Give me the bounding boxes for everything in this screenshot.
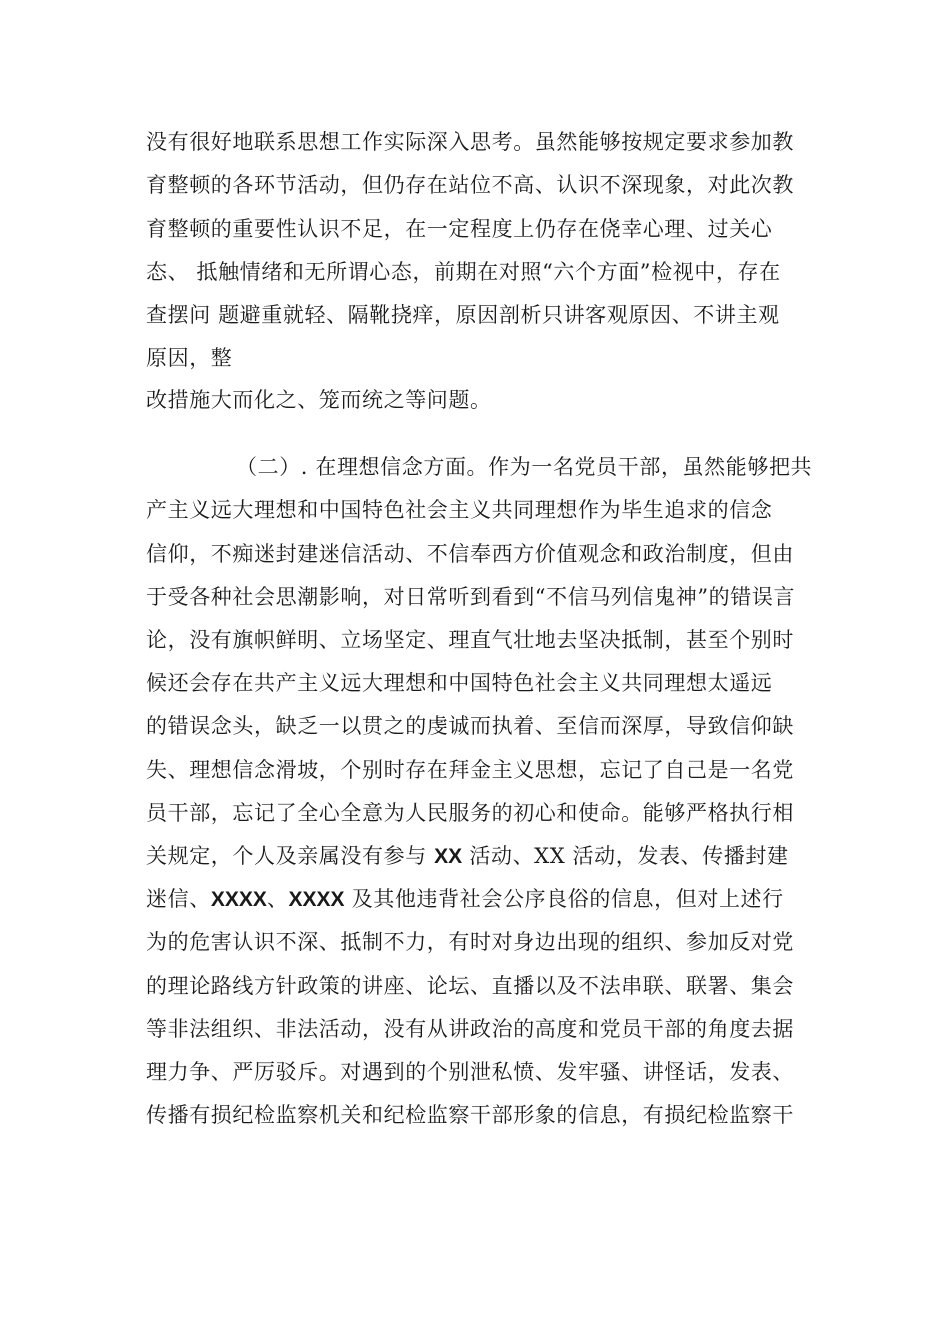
line-text: 迷信、 — [146, 887, 211, 911]
paragraph-line: 的错误念头，缺乏一以贯之的虔诚而执着、至信而深厚，导致信仰缺 — [146, 714, 794, 738]
paragraph-line — [146, 885, 784, 914]
paragraph-line: 育整顿的重要性认识不足，在一定程度上仍存在侥幸心理、过关心 — [146, 217, 773, 241]
paragraph-line: 产主义远大理想和中国特色社会主义共同理想作为毕生追求的信念 — [146, 498, 773, 522]
paragraph-line: 信仰，不痴迷封建迷信活动、不信奉西方价值观念和政治制度，但由 — [146, 542, 794, 566]
paragraph-line: 原因，整 — [146, 346, 233, 370]
redacted-placeholder: XX — [434, 845, 463, 868]
paragraph-line: 没有很好地联系思想工作实际深入思考。虽然能够按规定要求参加教 — [146, 130, 794, 154]
paragraph-line: 失、理想信念滑坡，个别时存在拜金主义思想，忘记了自己是一名党 — [146, 758, 794, 782]
paragraph-line: 育整顿的各环节活动，但仍存在站位不高、认识不深现象，对此次教 — [146, 173, 794, 197]
paragraph-line: 传播有损纪检监察机关和纪检监察干部形象的信息，有损纪检监察干 — [146, 1103, 794, 1127]
section-heading-line: （二）. 在理想信念方面。作为一名党员干部，虽然能够把共 — [236, 455, 813, 479]
paragraph-line: 的理论路线方针政策的讲座、论坛、直播以及不法串联、联署、集会 — [146, 974, 794, 998]
redacted-placeholder: XXXX — [288, 888, 345, 911]
paragraph-line: 为的危害认识不深、抵制不力，有时对身边出现的组织、参加反对党 — [146, 930, 794, 954]
paragraph-line — [146, 842, 789, 871]
paragraph-line: 员干部，忘记了全心全意为人民服务的初心和使命。能够严格执行相 — [146, 801, 794, 825]
paragraph-line: 改措施大而化之、笼而统之等问题。 — [146, 388, 492, 412]
paragraph-line: 候还会存在共产主义远大理想和中国特色社会主义共同理想太遥远 — [146, 671, 773, 695]
line-text: 及其他违背社会公序良俗的信息，但对上述行 — [344, 887, 784, 911]
line-text: 活动、XX 活动，发表、传播封建 — [462, 844, 789, 868]
paragraph-line: 查摆问 题避重就轻、隔靴挠痒，原因剖析只讲客观原因、不讲主观 — [146, 303, 780, 327]
paragraph-line: 于受各种社会思潮影响，对日常听到看到“不信马列信鬼神”的错误言 — [146, 585, 796, 609]
paragraph-line: 论，没有旗帜鲜明、立场坚定、理直气壮地去坚决抵制，甚至个别时 — [146, 628, 794, 652]
line-text: 关规定，个人及亲属没有参与 — [146, 844, 435, 868]
line-text: 、 — [266, 887, 289, 911]
paragraph-line: 态、 抵触情绪和无所谓心态，前期在对照“六个方面”检视中，存在 — [146, 260, 781, 284]
paragraph-line: 等非法组织、非法活动，没有从讲政治的高度和党员干部的角度去据 — [146, 1017, 794, 1041]
redacted-placeholder: XXXX — [210, 888, 267, 911]
paragraph-line: 理力争、严厉驳斥。对遇到的个别泄私愤、发牢骚、讲怪话，发表、 — [146, 1060, 794, 1084]
